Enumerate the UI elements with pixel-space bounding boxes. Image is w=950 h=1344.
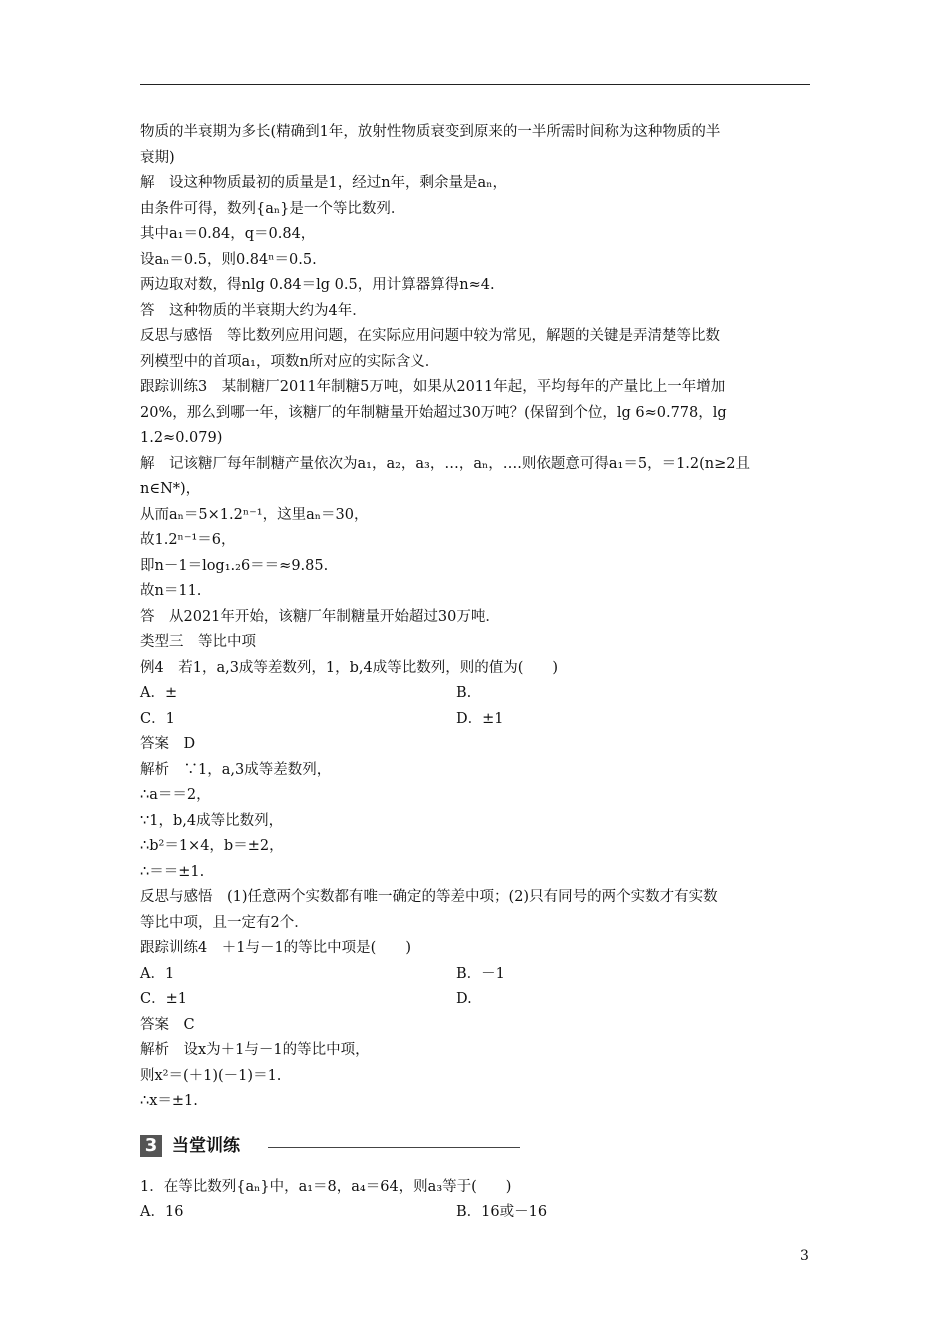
- header-rule: [140, 84, 810, 85]
- option-b: B．－1: [456, 965, 505, 982]
- text-line: n∈N*)，: [140, 481, 201, 497]
- text-line: 两边取对数，得nlg 0.84＝lg 0.5，用计算器算得n≈4.: [140, 277, 495, 293]
- page-number: 3: [800, 1248, 809, 1264]
- text-line: 列模型中的首项a₁，项数n所对应的实际含义．: [140, 353, 440, 370]
- text-line: 物质的半衰期为多长(精确到1年，放射性物质衰变到原来的一半所需时间称为这种物质的半: [140, 124, 721, 140]
- exercise-stem: 跟踪训练4 ＋1与－1的等比中项是( ): [140, 940, 411, 956]
- option-d: D．±1: [456, 710, 504, 727]
- document-body: [140, 120, 812, 1226]
- text-line: 即n－1＝log₁.₂6＝＝≈9.85.: [140, 557, 329, 574]
- option-d: D.: [456, 991, 472, 1007]
- section-rule: [268, 1147, 520, 1148]
- text-line: 故n＝11.: [140, 583, 202, 599]
- option-row: [140, 962, 812, 988]
- text-line: ∴x＝±1.: [140, 1093, 198, 1109]
- text-line: 故1.2ⁿ⁻¹＝6，: [140, 532, 236, 548]
- text-line: ∵1，b,4成等比数列，: [140, 812, 284, 829]
- text-line: 1.2≈0.079): [140, 430, 223, 446]
- text-line: 则x²＝(＋1)(－1)＝1.: [140, 1067, 282, 1084]
- text-line: 衰期): [140, 149, 175, 166]
- text-line: 解析 设x为＋1与－1的等比中项，: [140, 1042, 370, 1058]
- text-line: 答案 D: [140, 736, 196, 752]
- text-line: 解析 ∵1，a,3成等差数列，: [140, 761, 332, 778]
- option-a: A．16: [140, 1204, 184, 1220]
- text-line: 解 设这种物质最初的质量是1，经过n年，剩余量是aₙ，: [140, 175, 507, 191]
- option-row: [140, 1200, 812, 1226]
- text-line: 答 这种物质的半衰期大约为4年．: [140, 302, 367, 319]
- option-a: A．±: [140, 685, 178, 701]
- text-line: 设aₙ＝0.5，则0.84ⁿ＝0.5.: [140, 251, 317, 268]
- text-line: 20%，那么到哪一年，该糖厂的年制糖量开始超过30万吨？(保留到个位，lg 6≈0.778，lg: [140, 404, 727, 421]
- text-line: 等比中项，且一定有2个．: [140, 914, 309, 931]
- text-line: 答案 C: [140, 1016, 195, 1033]
- option-b: B.: [456, 685, 472, 701]
- section-banner: [140, 1125, 812, 1169]
- text-line: 其中a₁＝0.84，q＝0.84，: [140, 226, 316, 242]
- text-line: 反思与感悟 等比数列应用问题，在实际应用问题中较为常见，解题的关键是弄清楚等比数: [140, 328, 720, 344]
- option-c: C．±1: [140, 991, 187, 1007]
- section-heading: 类型三 等比中项: [140, 634, 256, 650]
- section-title: 当堂训练: [172, 1135, 240, 1156]
- text-line: ∴b²＝1×4，b＝±2，: [140, 838, 284, 854]
- text-line: 跟踪训练3 某制糖厂2011年制糖5万吨，如果从2011年起，平均每年的产量比上一年增加: [140, 379, 726, 395]
- option-row: [140, 987, 812, 1013]
- option-row: [140, 681, 812, 707]
- text-line: 由条件可得，数列{aₙ}是一个等比数列．: [140, 200, 406, 217]
- option-row: [140, 707, 812, 733]
- option-b: B．16或－16: [456, 1204, 548, 1220]
- text-line: 解 记该糖厂每年制糖产量依次为a₁，a₂，a₃，…，aₙ，….则依题意可得a₁＝5，＝1.2(n≥2且: [140, 455, 751, 472]
- text-line: 反思与感悟 (1)任意两个实数都有唯一确定的等差中项；(2)只有同号的两个实数才有实数: [140, 889, 718, 905]
- text-line: 从而aₙ＝5×1.2ⁿ⁻¹，这里aₙ＝30，: [140, 506, 369, 523]
- text-line: ∴a＝＝2，: [140, 787, 211, 803]
- text-line: ∴＝＝±1.: [140, 863, 205, 880]
- section-number-badge: 3: [140, 1135, 162, 1157]
- option-c: C．1: [140, 710, 175, 727]
- text-line: 答 从2021年开始，该糖厂年制糖量开始超过30万吨．: [140, 608, 500, 625]
- option-a: A．1: [140, 965, 175, 982]
- question-stem: 1．在等比数列{aₙ}中，a₁＝8，a₄＝64，则a₃等于( ): [140, 1178, 512, 1195]
- example-stem: 例4 若1，a,3成等差数列，1，b,4成等比数列，则的值为( ): [140, 659, 559, 676]
